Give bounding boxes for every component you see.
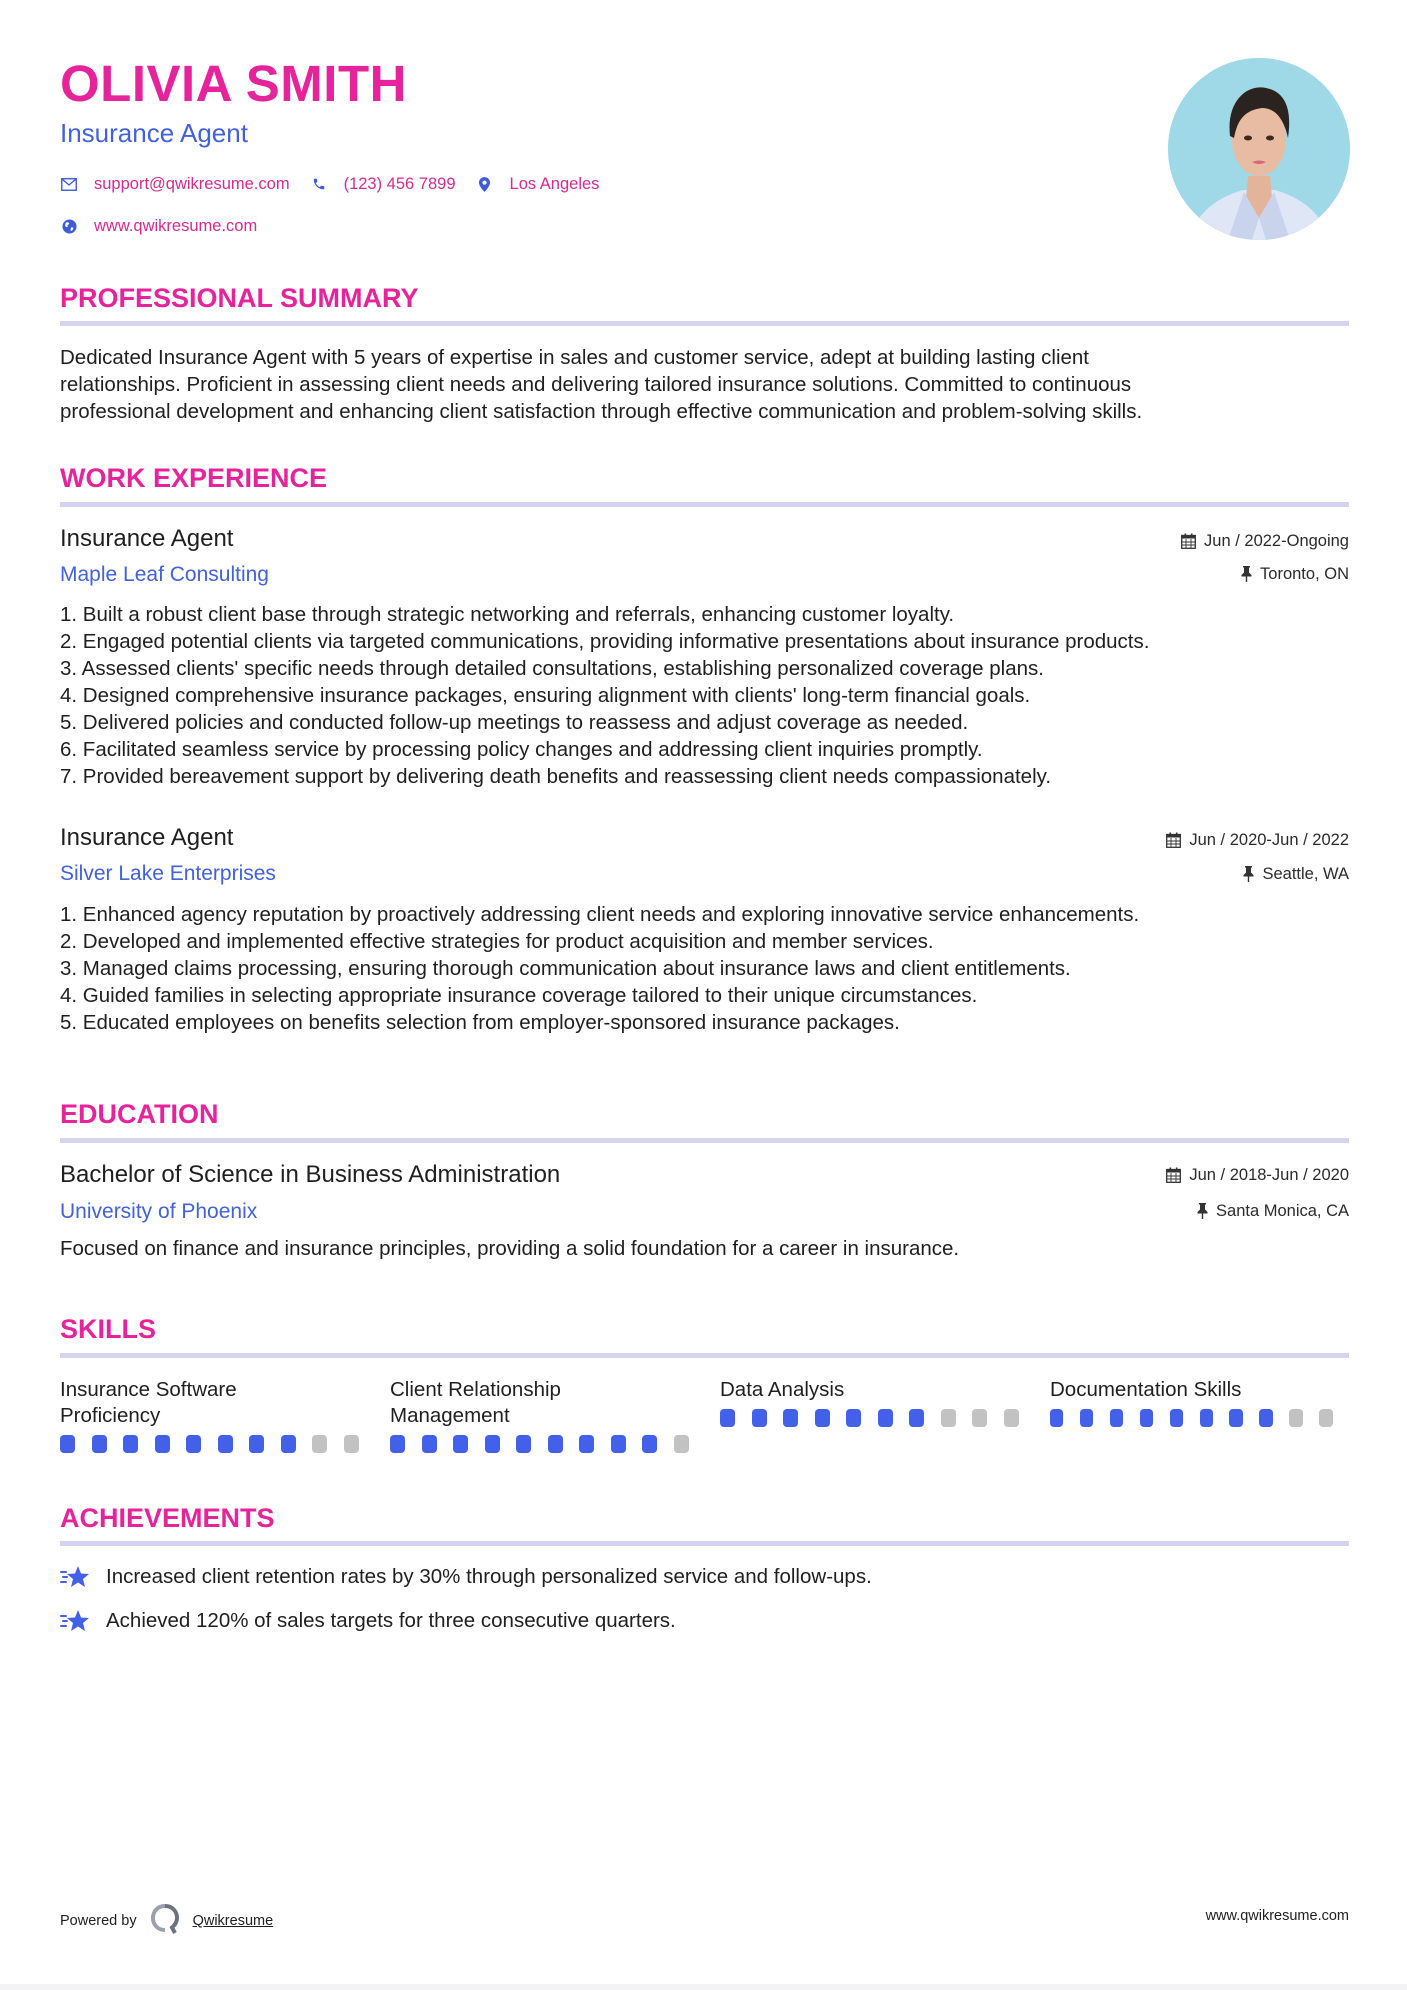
achievement-item — [60, 1608, 676, 1634]
skill-name — [720, 1377, 1050, 1403]
summary-line: Dedicated Insurance Agent with 5 years of expertise in sales and customer service, adept at building lasting client — [60, 346, 1089, 369]
skill-item — [720, 1377, 1050, 1453]
skill-name-line: Data Analysis — [720, 1378, 845, 1401]
rating-dot-filled — [1080, 1409, 1093, 1427]
rating-dot-filled — [548, 1435, 563, 1453]
dates-text: Jun / 2022-Ongoing — [1204, 532, 1349, 550]
section-divider — [60, 1138, 1349, 1143]
rating-dot-filled — [1200, 1409, 1213, 1427]
rating-dot-empty — [344, 1435, 359, 1453]
education-location — [1197, 1203, 1349, 1220]
rating-dot-filled — [218, 1435, 233, 1453]
rating-dot-filled — [92, 1435, 107, 1453]
achievement-item — [60, 1564, 872, 1590]
shooting-star-icon — [60, 1564, 92, 1590]
skill-name-line: Proficiency — [60, 1404, 161, 1427]
footer-powered-by — [60, 1904, 273, 1938]
calendar-icon — [1181, 533, 1196, 549]
contact-phone[interactable] — [310, 175, 456, 194]
job-dates — [1181, 533, 1349, 550]
education-dates — [1166, 1167, 1349, 1184]
rating-dot-filled — [453, 1435, 468, 1453]
location-text: Toronto, ON — [1260, 565, 1349, 583]
dates-text: Jun / 2020-Jun / 2022 — [1189, 831, 1349, 849]
skill-name-line: Client Relationship — [390, 1378, 561, 1401]
skill-name-line: Management — [390, 1404, 510, 1427]
rating-dot-filled — [1259, 1409, 1272, 1427]
qwikresume-logo-icon — [151, 1904, 179, 1938]
list-item: 3. Managed claims processing, ensuring thorough communication about insurance laws and client entitlements. — [60, 957, 1071, 980]
footer-website[interactable]: www.qwikresume.com — [1205, 1908, 1349, 1924]
skills-grid — [60, 1377, 1349, 1453]
rating-dot-filled — [422, 1435, 437, 1453]
location-text: Santa Monica, CA — [1216, 1202, 1349, 1220]
summary-line: professional development and enhancing client satisfaction through effective communication and problem-solving skills. — [60, 400, 1143, 423]
calendar-icon — [1166, 1167, 1181, 1183]
rating-dot-filled — [878, 1409, 893, 1427]
location-text: Seattle, WA — [1262, 865, 1349, 883]
list-item: 4. Guided families in selecting appropriate insurance coverage tailored to their unique circumstances. — [60, 984, 978, 1007]
skill-rating — [390, 1435, 720, 1453]
job-location — [1241, 566, 1349, 583]
list-item: 5. Delivered policies and conducted follow-up meetings to reassess and adjust coverage as needed. — [60, 711, 969, 734]
list-item: 5. Educated employees on benefits selection from employer-sponsored insurance packages. — [60, 1011, 900, 1034]
email-text: support@qwikresume.com — [94, 174, 290, 193]
rating-dot-filled — [390, 1435, 405, 1453]
page-bottom-edge — [0, 1984, 1407, 1990]
section-divider — [60, 1541, 1349, 1546]
dates-text: Jun / 2018-Jun / 2020 — [1189, 1166, 1349, 1184]
rating-dot-filled — [752, 1409, 767, 1427]
map-marker-icon — [476, 175, 494, 193]
contact-email[interactable] — [60, 175, 290, 194]
achievement-text: Increased client retention rates by 30% through personalized service and follow-ups. — [106, 1565, 872, 1588]
rating-dot-filled — [249, 1435, 264, 1453]
rating-dot-empty — [312, 1435, 327, 1453]
rating-dot-filled — [1229, 1409, 1242, 1427]
envelope-icon — [60, 175, 78, 193]
skill-name — [1050, 1377, 1349, 1403]
section-divider — [60, 502, 1349, 507]
section-title-achievements: ACHIEVEMENTS — [60, 1503, 275, 1533]
skill-name-line: Insurance Software — [60, 1378, 237, 1401]
rating-dot-filled — [485, 1435, 500, 1453]
section-divider — [60, 1353, 1349, 1358]
pushpin-icon — [1197, 1203, 1208, 1219]
calendar-icon — [1166, 832, 1181, 848]
section-title-education: EDUCATION — [60, 1099, 219, 1129]
list-item: 2. Engaged potential clients via targeted communications, providing informative presentations about insurance products. — [60, 630, 1150, 653]
job-bullets — [60, 901, 1349, 1036]
list-item: 1. Enhanced agency reputation by proactively addressing client needs and exploring innovative service enhancements. — [60, 903, 1140, 926]
school-name: University of Phoenix — [60, 1200, 258, 1223]
rating-dot-filled — [281, 1435, 296, 1453]
job-dates — [1166, 832, 1349, 849]
education-description: Focused on finance and insurance principles, providing a solid foundation for a career in insurance. — [60, 1237, 960, 1260]
candidate-role: Insurance Agent — [60, 118, 248, 148]
list-item: 1. Built a robust client base through strategic networking and referrals, enhancing customer loyalty. — [60, 603, 955, 626]
rating-dot-filled — [1050, 1409, 1063, 1427]
section-divider — [60, 321, 1349, 326]
rating-dot-empty — [972, 1409, 987, 1427]
pushpin-icon — [1243, 866, 1254, 882]
list-item: 2. Developed and implemented effective strategies for product acquisition and member services. — [60, 930, 934, 953]
pushpin-icon — [1241, 566, 1252, 582]
rating-dot-filled — [186, 1435, 201, 1453]
contact-info — [60, 172, 619, 256]
company-name: Maple Leaf Consulting — [60, 563, 269, 586]
job-bullets — [60, 601, 1349, 790]
contact-website[interactable] — [60, 217, 257, 236]
rating-dot-filled — [1110, 1409, 1123, 1427]
job-title: Insurance Agent — [60, 824, 234, 851]
skill-item — [390, 1377, 720, 1453]
rating-dot-empty — [941, 1409, 956, 1427]
skill-rating — [720, 1409, 1050, 1427]
skill-item — [60, 1377, 390, 1453]
contact-location — [476, 175, 600, 194]
rating-dot-filled — [155, 1435, 170, 1453]
rating-dot-filled — [611, 1435, 626, 1453]
skill-rating — [1050, 1409, 1349, 1427]
list-item: 3. Assessed clients' specific needs through detailed consultations, establishing personalized coverage plans. — [60, 657, 1044, 680]
section-title-skills: SKILLS — [60, 1314, 157, 1344]
rating-dot-filled — [815, 1409, 830, 1427]
list-item: 7. Provided bereavement support by delivering death benefits and reassessing client needs compassionately. — [60, 765, 1052, 788]
list-item: 4. Designed comprehensive insurance packages, ensuring alignment with clients' long-term financial goals. — [60, 684, 1031, 707]
rating-dot-filled — [783, 1409, 798, 1427]
shooting-star-icon — [60, 1608, 92, 1634]
achievement-text: Achieved 120% of sales targets for three consecutive quarters. — [106, 1609, 676, 1632]
list-item: 6. Facilitated seamless service by processing policy changes and addressing client inquiries promptly. — [60, 738, 983, 761]
rating-dot-filled — [1140, 1409, 1153, 1427]
phone-icon — [310, 175, 328, 193]
rating-dot-filled — [123, 1435, 138, 1453]
skill-name — [390, 1377, 720, 1429]
company-name: Silver Lake Enterprises — [60, 862, 276, 885]
skill-rating — [60, 1435, 390, 1453]
section-title-experience: WORK EXPERIENCE — [60, 463, 328, 493]
website-text: www.qwikresume.com — [94, 216, 258, 235]
rating-dot-empty — [1319, 1409, 1332, 1427]
phone-text: (123) 456 7899 — [343, 174, 456, 193]
powered-by-label: Powered by — [60, 1913, 137, 1929]
rating-dot-empty — [674, 1435, 689, 1453]
profile-photo — [1168, 58, 1350, 240]
rating-dot-empty — [1004, 1409, 1019, 1427]
skill-name — [60, 1377, 390, 1429]
rating-dot-filled — [516, 1435, 531, 1453]
candidate-name: OLIVIA SMITH — [60, 55, 407, 112]
qwikresume-link[interactable]: Qwikresume — [192, 1913, 274, 1929]
rating-dot-empty — [1289, 1409, 1302, 1427]
skill-item — [1050, 1377, 1349, 1453]
rating-dot-filled — [60, 1435, 75, 1453]
rating-dot-filled — [642, 1435, 657, 1453]
location-text: Los Angeles — [509, 174, 600, 193]
rating-dot-filled — [720, 1409, 735, 1427]
rating-dot-filled — [1170, 1409, 1183, 1427]
degree-title: Bachelor of Science in Business Administration — [60, 1161, 561, 1188]
rating-dot-filled — [909, 1409, 924, 1427]
summary-line: relationships. Proficient in assessing client needs and delivering tailored insurance solutions. Committed to continuous — [60, 373, 1132, 396]
job-title: Insurance Agent — [60, 525, 234, 552]
rating-dot-filled — [579, 1435, 594, 1453]
globe-icon — [60, 217, 78, 235]
job-location — [1243, 866, 1349, 883]
rating-dot-filled — [846, 1409, 861, 1427]
skill-name-line: Documentation Skills — [1050, 1378, 1242, 1401]
summary-text — [60, 344, 1349, 425]
section-title-summary: PROFESSIONAL SUMMARY — [60, 283, 419, 313]
